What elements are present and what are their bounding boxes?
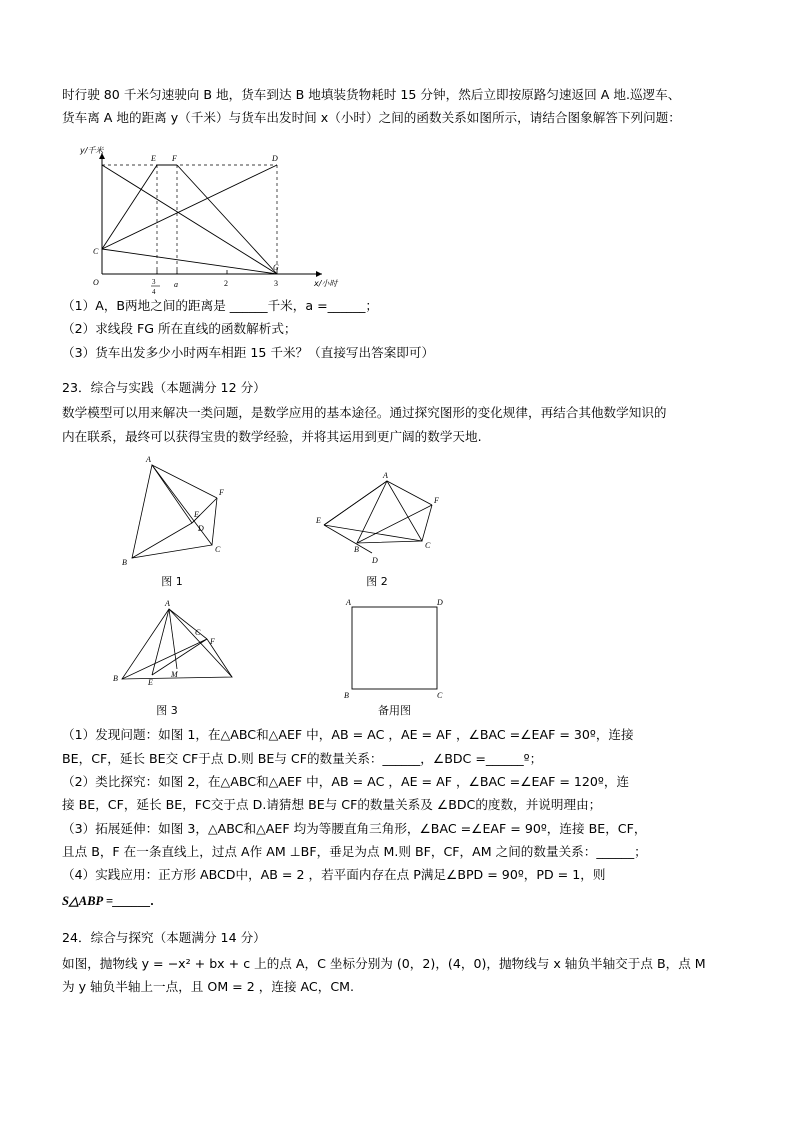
q22-part-2: （2）求线段 FG 所在直线的函数解析式；: [62, 321, 297, 337]
q23-intro-1: 数学模型可以用来解决一类问题，是数学应用的基本途径。通过探究图形的变化规律，再结合其他数学知识的: [62, 405, 667, 421]
q23-part-3: （3）拓展延伸：如图 3，△ABC和△AEF 均为等腰直角三角形，∠BAC =∠EAF = 90º，连接 BE，CF，: [62, 820, 647, 836]
figure-1: [112, 453, 292, 589]
svg-text:F: F: [210, 637, 215, 647]
q23-part-1b: BE，CF，延长 BE交 CF于点 D.则 BE与 CF的数量关系：______，∠BDC =______º；: [62, 750, 543, 766]
svg-text:A: A: [383, 471, 388, 481]
svg-text:B: B: [122, 558, 127, 568]
q24-title: 24．综合与探究（本题满分 14 分）: [62, 930, 266, 946]
svg-text:B: B: [113, 674, 118, 684]
figure-spare-svg: [327, 597, 487, 702]
q23-title: 23．综合与实践（本题满分 12 分）: [62, 379, 266, 395]
figure-2-svg: [312, 453, 502, 573]
figure-1-svg: [112, 453, 287, 573]
q23-part-2: （2）类比探究：如图 2，在△ABC和△AEF 中，AB = AC ，AE = AF ，∠BAC =∠EAF = 120º，连: [62, 773, 630, 789]
svg-text:C: C: [195, 628, 201, 638]
q23-part-4b: S△ABP =______.: [62, 893, 154, 908]
svg-text:A: A: [165, 599, 170, 609]
figure-spare-caption: 备用图: [378, 704, 411, 718]
svg-text:E: E: [316, 516, 321, 526]
q23-part-4: （4）实践应用：正方形 ABCD中，AB = 2 ，若平面内存在点 P满足∠BPD = 90º，PD = 1，则: [62, 867, 606, 883]
svg-text:F: F: [219, 488, 224, 498]
svg-text:A: A: [346, 598, 351, 608]
graph-figure: [62, 139, 734, 296]
svg-text:D: D: [437, 598, 443, 608]
svg-text:C: C: [215, 545, 221, 555]
function-graph-svg: [62, 139, 362, 296]
figure-1-caption: 图 1: [161, 575, 183, 589]
intro-line-1: 时行驶 80 千米匀速驶向 B 地，货车到达 B 地填装货物耗时 15 分钟，然后立即按原路匀速返回 A 地.巡逻车、: [62, 87, 681, 102]
svg-text:B: B: [354, 545, 359, 555]
svg-text:B: B: [344, 691, 349, 701]
q23-intro-2: 内在联系，最终可以获得宝贵的数学经验，并将其运用到更广阔的数学天地.: [62, 428, 482, 444]
q23-part-2b: 接 BE，CF，延长 BE，FC交于点 D.请猜想 BE与 CF的数量关系及 ∠BDC的度数，并说明理由；: [62, 797, 602, 813]
intro-line-2: 货车离 A 地的距离 y（千米）与货车出发时间 x（小时）之间的函数关系如图所示，请结合图象解答下列问题：: [62, 110, 681, 126]
figure-spare: [327, 597, 527, 718]
q23-part-3b: 且点 B，F 在一条直线上，过点 A作 AM ⊥BF，垂足为点 M.则 BF，CF，AM 之间的数量关系：______；: [62, 844, 647, 860]
svg-text:D: D: [198, 524, 204, 534]
svg-text:3: 3: [152, 277, 156, 286]
svg-text:E: E: [148, 678, 153, 688]
svg-text:O: O: [93, 277, 99, 287]
svg-text:M: M: [171, 670, 178, 680]
svg-text:x/小时: x/小时: [314, 278, 338, 288]
svg-text:y/千米: y/千米: [80, 145, 104, 155]
document-content: [62, 84, 734, 999]
figure-3-svg: [107, 597, 292, 702]
figure-2: [312, 453, 512, 589]
svg-text:D: D: [272, 153, 278, 163]
svg-text:A: A: [146, 455, 151, 465]
svg-text:D: D: [372, 556, 378, 566]
svg-text:C: C: [93, 246, 99, 256]
svg-text:C: C: [425, 541, 431, 551]
svg-text:F: F: [172, 153, 177, 163]
svg-text:2: 2: [224, 278, 228, 288]
figure-2-caption: 图 2: [366, 575, 388, 589]
q22-part-1: （1）A，B两地之间的距离是 ______千米，a =______；: [62, 297, 379, 313]
figure-3: [107, 597, 297, 718]
q24-line-2: 为 y 轴负半轴上一点，且 OM = 2 ，连接 AC，CM.: [62, 979, 354, 995]
q23-part-1: （1）发现问题：如图 1，在△ABC和△AEF 中，AB = AC ，AE = AF ，∠BAC =∠EAF = 30º，连接: [62, 727, 634, 743]
q22-part-3: （3）货车出发多少小时两车相距 15 千米？（直接写出答案即可）: [62, 344, 435, 360]
svg-text:a: a: [174, 279, 178, 289]
svg-text:3: 3: [274, 278, 278, 288]
svg-text:C: C: [437, 691, 443, 701]
figure-row-1: [62, 453, 734, 589]
svg-text:4: 4: [152, 287, 156, 296]
svg-text:E: E: [194, 510, 199, 520]
svg-text:F: F: [434, 496, 439, 506]
figure-3-caption: 图 3: [156, 704, 178, 718]
figure-row-2: [62, 597, 734, 718]
q24-line-1: 如图，抛物线 y = −x² + bx + c 上的点 A，C 坐标分别为 (0，2)，(4，0)，抛物线与 x 轴负半轴交于点 B，点 M: [62, 955, 706, 971]
svg-text:G: G: [273, 262, 279, 272]
svg-text:E: E: [151, 153, 156, 163]
